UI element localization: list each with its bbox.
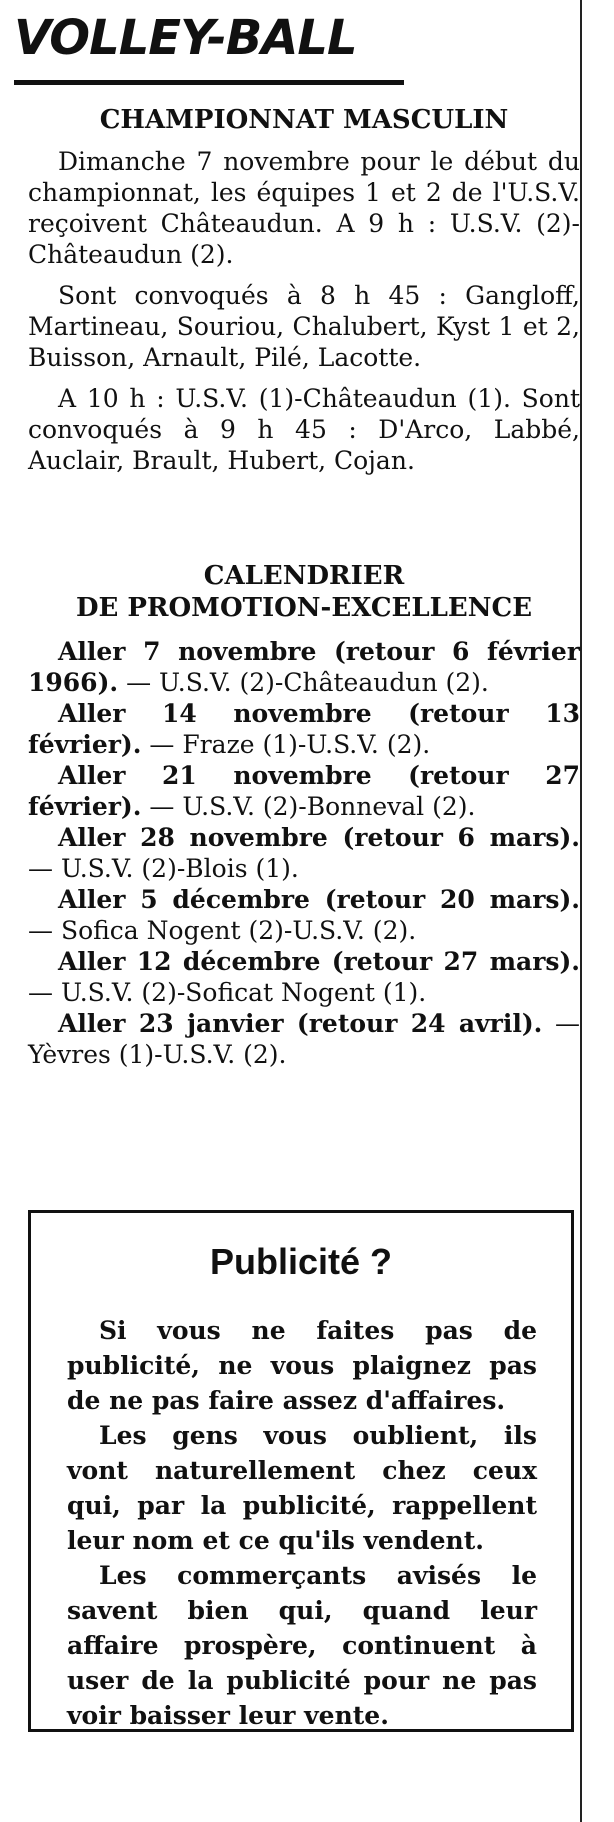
championship-heading: CHAMPIONNAT MASCULIN [99, 105, 509, 135]
fixture-date: Aller 5 décembre (retour 20 mars). [58, 885, 580, 914]
advert-paragraph: Si vous ne faites pas de publicité, ne vous plaignez pas de ne pas faire assez d'affaires. [67, 1316, 537, 1415]
fixture-match: — U.S.V. (2)-Soficat Nogent (1). [28, 978, 427, 1007]
advert-paragraph: Les gens vous oublient, ils vont naturellement chez ceux qui, par la publicité, rappellent leur nom et ce qu'ils vendent. [67, 1421, 537, 1555]
fixture-match: — U.S.V. (2)-Bonneval (2). [149, 792, 476, 821]
fixture-item [28, 636, 580, 698]
calendar-section [28, 560, 580, 1070]
fixture-item [28, 946, 580, 1008]
championship-paragraph: Sont convoqués à 8 h 45 : Gangloff, Martineau, Souriou, Chalubert, Kyst 1 et 2, Buisson, Arnault, Pilé, Lacotte. [28, 281, 580, 372]
advert-body [67, 1313, 537, 1733]
advert-paragraph: Les commerçants avisés le savent bien qui, quand leur affaire prospère, continuent à user de la publicité pour ne pas voir baisser leur vente. [67, 1561, 537, 1730]
page-title: VOLLEY-BALL [14, 10, 357, 66]
advert-box [28, 1210, 574, 1732]
fixture-date: Aller 14 novembre (retour 13 février). [28, 699, 580, 759]
advert-title: Publicité ? [209, 1241, 393, 1282]
title-block [14, 10, 514, 68]
fixture-item [28, 760, 580, 822]
championship-section [28, 104, 580, 476]
fixture-match: — Fraze (1)-U.S.V. (2). [149, 730, 431, 759]
fixture-match: — U.S.V. (2)-Blois (1). [28, 854, 299, 883]
championship-paragraph: A 10 h : U.S.V. (1)-Châteaudun (1). Sont convoqués à 9 h 45 : D'Arco, Labbé, Auclair, Brault, Hubert, Cojan. [28, 384, 580, 475]
fixture-item [28, 1008, 580, 1070]
fixture-match: — Yèvres (1)-U.S.V. (2). [28, 1009, 580, 1069]
calendar-heading-line2: DE PROMOTION-EXCELLENCE [75, 593, 533, 623]
calendar-heading-line1: CALENDRIER [203, 561, 405, 591]
fixture-date: Aller 23 janvier (retour 24 avril). [58, 1009, 543, 1038]
fixture-item [28, 822, 580, 884]
title-underline [14, 80, 404, 85]
fixture-match: — U.S.V. (2)-Châteaudun (2). [126, 668, 489, 697]
fixture-date: Aller 21 novembre (retour 27 février). [28, 761, 580, 821]
fixture-match: — Sofica Nogent (2)-U.S.V. (2). [28, 916, 417, 945]
fixture-item [28, 884, 580, 946]
fixture-date: Aller 7 novembre (retour 6 février 1966). [28, 637, 580, 697]
column-rule [580, 0, 582, 1822]
fixture-date: Aller 12 décembre (retour 27 mars). [58, 947, 580, 976]
fixture-date: Aller 28 novembre (retour 6 mars). [58, 823, 580, 852]
championship-paragraph: Dimanche 7 novembre pour le début du championnat, les équipes 1 et 2 de l'U.S.V. reçoivent Châteaudun. A 9 h : U.S.V. (2)-Châteaudun (2). [28, 147, 580, 269]
fixture-item [28, 698, 580, 760]
